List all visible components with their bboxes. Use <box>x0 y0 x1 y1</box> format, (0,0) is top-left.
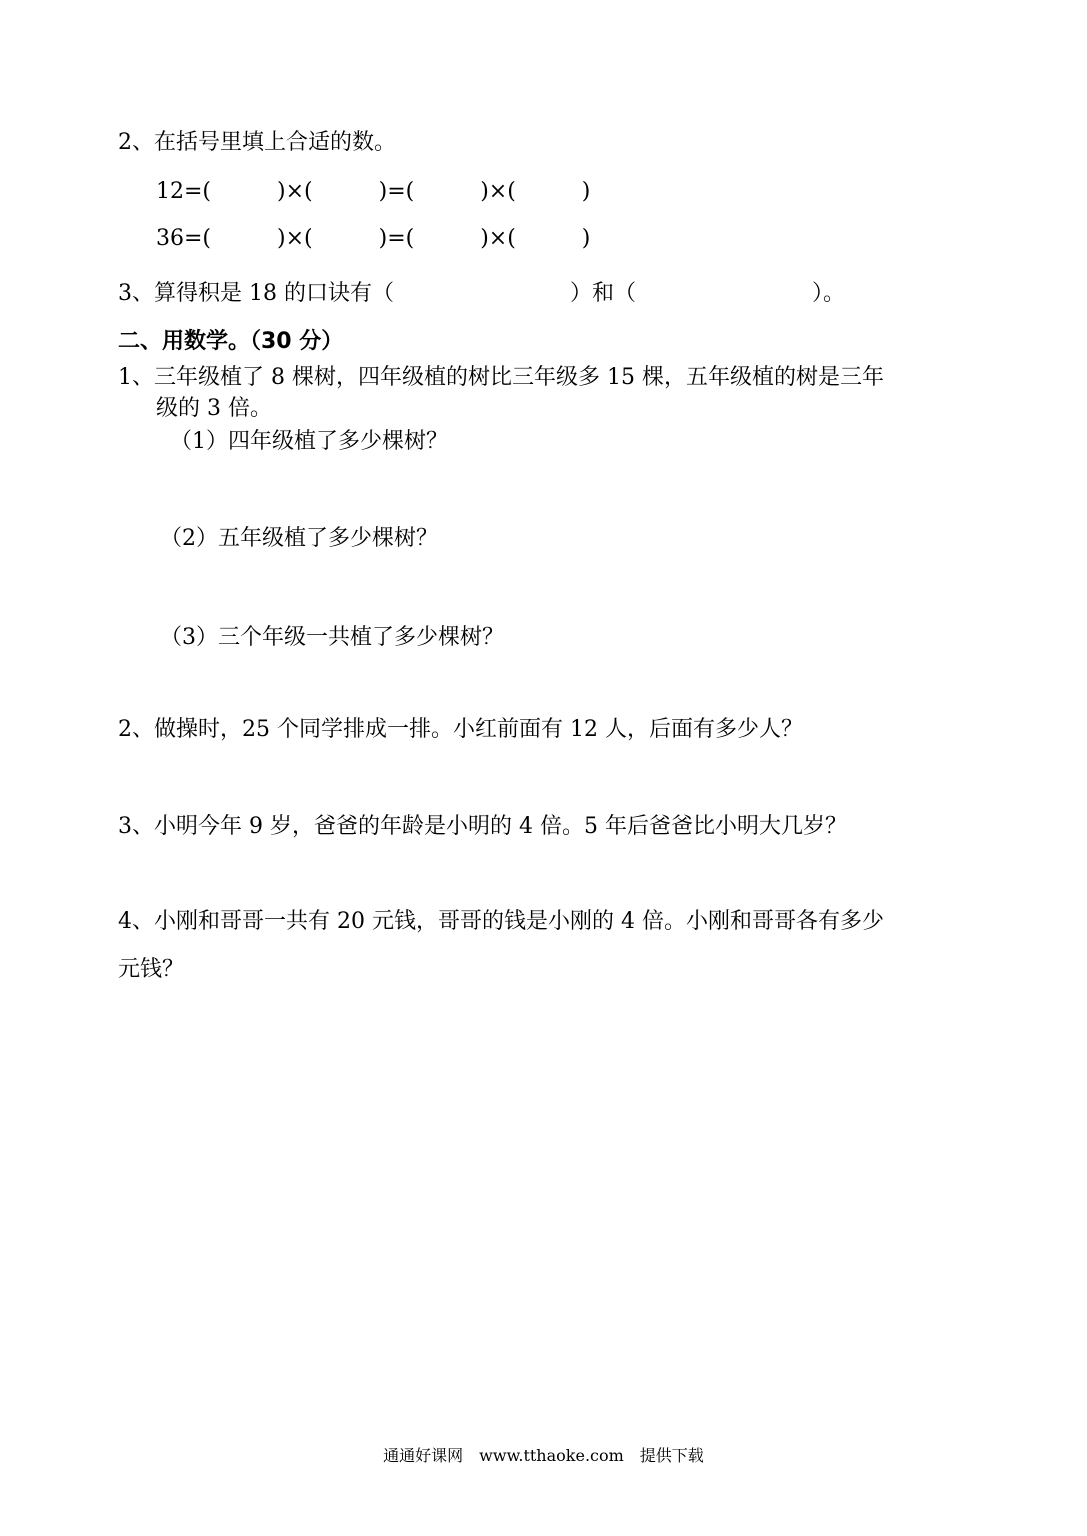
question-2-row-12: 12=( )×( )=( )×( ) <box>156 179 591 204</box>
word-problem-1-sub-1: （1）四年级植了多少棵树？ <box>170 429 448 454</box>
question-2-row-36: 36=( )×( )=( )×( ) <box>156 226 591 251</box>
page-footer: 通通好课网 www.tthaoke.com 提供下载 <box>383 1446 704 1465</box>
section-2-heading: 二、用数学。（30 分） <box>118 329 344 354</box>
question-3: 3、算得积是 18 的口诀有（ ）和（ ）。 <box>118 281 845 306</box>
word-problem-1-line-1: 1、三年级植了 8 棵树，四年级植的树比三年级多 15 棵，五年级植的树是三年 <box>118 365 884 390</box>
word-problem-1-sub-2: （2）五年级植了多少棵树？ <box>160 526 438 551</box>
word-problem-1-line-2: 级的 3 倍。 <box>156 396 272 421</box>
word-problem-2: 2、做操时，25 个同学排成一排。小红前面有 12 人，后面有多少人？ <box>118 717 803 742</box>
word-problem-3: 3、小明今年 9 岁，爸爸的年龄是小明的 4 倍。5 年后爸爸比小明大几岁？ <box>118 814 847 839</box>
word-problem-1-sub-3: （3）三个年级一共植了多少棵树？ <box>160 625 504 650</box>
question-2-title: 2、在括号里填上合适的数。 <box>118 130 396 155</box>
word-problem-4-line-2: 元钱？ <box>118 957 185 982</box>
word-problem-4-line-1: 4、小刚和哥哥一共有 20 元钱，哥哥的钱是小刚的 4 倍。小刚和哥哥各有多少 <box>118 909 884 934</box>
